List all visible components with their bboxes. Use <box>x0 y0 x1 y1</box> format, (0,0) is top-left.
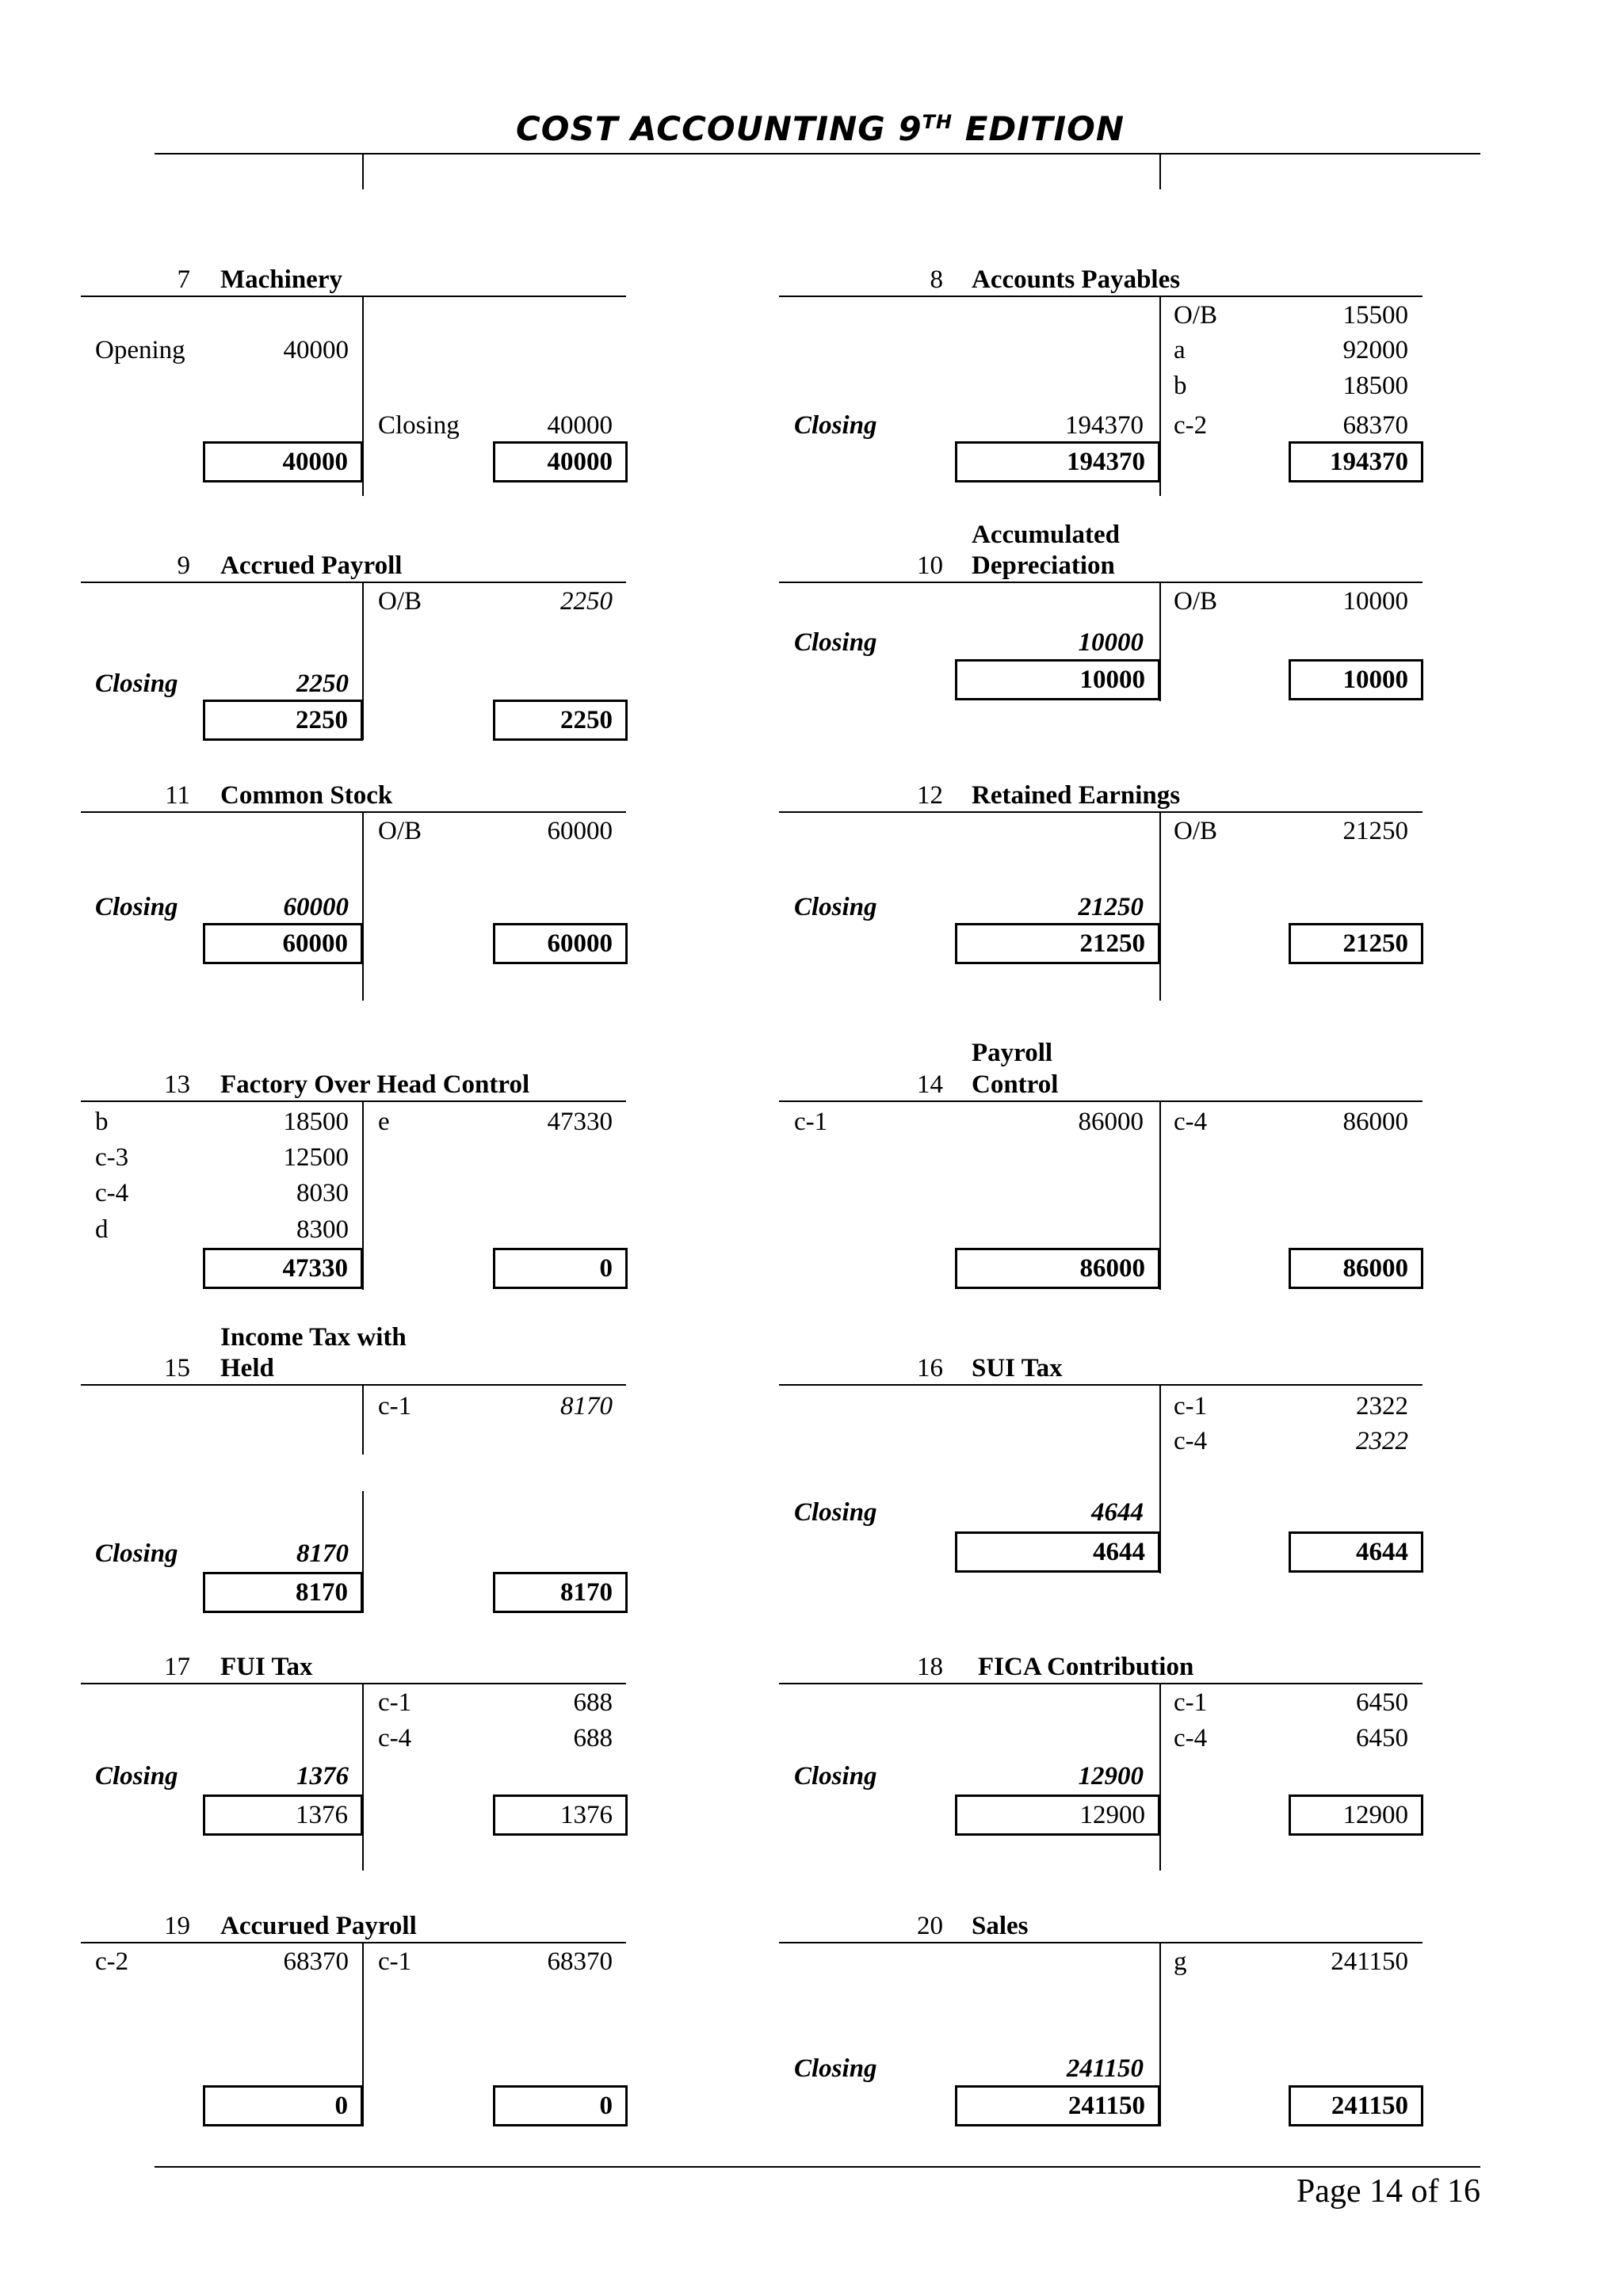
entry-label: c-1 <box>794 1108 828 1136</box>
entry-label: c-2 <box>95 1947 129 1976</box>
account-number: 11 <box>165 781 190 810</box>
account-name: FICA Contribution <box>978 1653 1194 1681</box>
account-number: 20 <box>917 1912 943 1940</box>
total-credit: 8170 <box>493 1572 628 1613</box>
entry-value: 2322 <box>1356 1392 1408 1421</box>
account-number: 13 <box>164 1070 190 1099</box>
account-name: Common Stock <box>220 781 393 810</box>
t-account-top-rule <box>81 1683 626 1684</box>
account-number: 18 <box>917 1653 943 1681</box>
header-tick-right <box>1159 154 1161 189</box>
closing-value: 1376 <box>296 1762 349 1791</box>
t-account-divider <box>1159 812 1161 1001</box>
t-account-top-rule <box>779 811 1423 813</box>
closing-value: 21250 <box>1078 893 1144 921</box>
total-debit: 194370 <box>955 441 1160 482</box>
entry-label: d <box>95 1215 109 1244</box>
total-debit: 8170 <box>203 1572 363 1613</box>
closing-value: 194370 <box>1065 411 1144 440</box>
entry-label: c-2 <box>1174 411 1208 440</box>
ob-label: O/B <box>1174 817 1218 845</box>
account-name-line2: Depreciation <box>972 551 1115 580</box>
opening-label: Opening <box>95 336 185 364</box>
entry-value: 12500 <box>283 1143 349 1172</box>
total-debit: 4644 <box>955 1531 1160 1573</box>
account-name: Retained Earnings <box>972 781 1181 810</box>
account-number: 17 <box>164 1653 190 1681</box>
entry-value: 688 <box>573 1688 613 1717</box>
account-number: 19 <box>164 1912 190 1940</box>
closing-value: 10000 <box>1078 628 1144 657</box>
account-name: SUI Tax <box>972 1354 1063 1383</box>
entry-value: 6450 <box>1356 1688 1408 1717</box>
account-number: 14 <box>917 1070 943 1099</box>
account-number: 10 <box>917 551 943 580</box>
closing-label: Closing <box>95 1539 178 1568</box>
entry-value: 86000 <box>1078 1108 1144 1136</box>
page-header-title: COST ACCOUNTING 9TH EDITION <box>515 109 1125 148</box>
total-credit: 86000 <box>1289 1248 1423 1289</box>
account-name-line1: Payroll <box>972 1039 1053 1067</box>
account-number: 9 <box>177 551 190 580</box>
total-debit: 2250 <box>203 700 363 741</box>
total-credit: 0 <box>493 2085 628 2126</box>
account-number: 7 <box>177 265 190 294</box>
closing-value: 2250 <box>296 669 349 698</box>
closing-label: Closing <box>95 893 178 921</box>
total-debit: 21250 <box>955 923 1160 964</box>
entry-label: c-3 <box>95 1143 129 1172</box>
closing-value: 8170 <box>296 1539 349 1568</box>
total-debit: 60000 <box>203 923 363 964</box>
entry-label: b <box>95 1108 109 1136</box>
ob-value: 2250 <box>560 587 613 616</box>
entry-value: 8030 <box>296 1179 349 1207</box>
account-name: Machinery <box>220 265 342 294</box>
entry-value: 92000 <box>1342 336 1408 364</box>
entry-label: c-1 <box>378 1947 412 1976</box>
entry-label: c-1 <box>378 1688 412 1717</box>
closing-label: Closing <box>794 411 877 440</box>
account-number: 16 <box>917 1354 943 1383</box>
entry-label: c-4 <box>1174 1724 1208 1753</box>
footer-rule <box>155 2166 1480 2168</box>
entry-label: g <box>1174 1947 1187 1976</box>
account-number: 12 <box>917 781 943 810</box>
total-credit: 10000 <box>1289 659 1423 700</box>
entry-value: 15500 <box>1342 301 1408 330</box>
total-credit: 1376 <box>493 1794 628 1836</box>
t-account-divider-upper <box>362 1385 364 1455</box>
total-debit: 12900 <box>955 1794 1160 1836</box>
entry-label: c-1 <box>378 1392 412 1421</box>
ob-value: 10000 <box>1342 587 1408 616</box>
entry-label: c-4 <box>1174 1108 1208 1136</box>
account-name: Accurued Payroll <box>220 1912 417 1940</box>
closing-label: Closing <box>794 1498 877 1527</box>
entry-value: 2322 <box>1356 1427 1408 1455</box>
entry-label: c-4 <box>95 1179 129 1207</box>
closing-label: Closing <box>95 1762 178 1791</box>
total-debit: 10000 <box>955 659 1160 700</box>
total-credit: 40000 <box>493 441 628 482</box>
closing-value: 4644 <box>1091 1498 1144 1527</box>
closing-value: 40000 <box>547 411 613 440</box>
ob-label: O/B <box>378 817 422 845</box>
account-name: Sales <box>972 1912 1029 1940</box>
t-account-top-rule <box>779 296 1423 297</box>
t-account-top-rule <box>81 582 626 583</box>
entry-label: c-4 <box>1174 1427 1208 1455</box>
t-account-divider <box>1159 1684 1161 1871</box>
total-credit: 12900 <box>1289 1794 1423 1836</box>
account-number: 15 <box>164 1354 190 1383</box>
header-rule <box>155 153 1480 154</box>
t-account-top-rule <box>779 582 1423 583</box>
account-name: FUI Tax <box>220 1653 313 1681</box>
entry-label: e <box>378 1108 390 1136</box>
entry-value: 18500 <box>283 1108 349 1136</box>
page-number: Page 14 of 16 <box>1296 2173 1480 2210</box>
entry-value: 68370 <box>283 1947 349 1976</box>
total-credit: 2250 <box>493 700 628 741</box>
entry-label: c-4 <box>378 1724 412 1753</box>
closing-label: Closing <box>794 893 877 921</box>
account-number: 8 <box>930 265 943 294</box>
account-name-line1: Accumulated <box>972 521 1120 549</box>
t-account-top-rule <box>81 1100 626 1102</box>
entry-label: O/B <box>1174 301 1218 330</box>
ob-label: O/B <box>1174 587 1218 616</box>
closing-label: Closing <box>794 628 877 657</box>
entry-value: 6450 <box>1356 1724 1408 1753</box>
t-account-divider <box>362 812 364 1001</box>
entry-label: a <box>1174 336 1186 364</box>
entry-value: 18500 <box>1342 372 1408 400</box>
total-credit: 21250 <box>1289 923 1423 964</box>
entry-value: 8300 <box>296 1215 349 1244</box>
account-name: Accounts Payables <box>972 265 1181 294</box>
t-account-divider <box>362 1684 364 1871</box>
closing-value: 60000 <box>283 893 349 921</box>
opening-value: 40000 <box>283 336 349 364</box>
total-credit: 0 <box>493 1248 628 1289</box>
entry-value: 86000 <box>1342 1108 1408 1136</box>
total-credit: 241150 <box>1289 2085 1423 2126</box>
entry-label: c-1 <box>1174 1688 1208 1717</box>
total-debit: 241150 <box>955 2085 1160 2126</box>
entry-value: 241150 <box>1331 1947 1408 1976</box>
t-account-top-rule <box>81 811 626 813</box>
total-credit: 194370 <box>1289 441 1423 482</box>
entry-value: 68370 <box>547 1947 613 1976</box>
account-name: Accrued Payroll <box>220 551 403 580</box>
t-account-top-rule <box>779 1100 1423 1102</box>
t-account-top-rule <box>81 1942 626 1943</box>
closing-label: Closing <box>378 411 460 440</box>
ob-value: 60000 <box>547 817 613 845</box>
total-debit: 40000 <box>203 441 363 482</box>
t-account-top-rule <box>779 1683 1423 1684</box>
ob-label: O/B <box>378 587 422 616</box>
t-account-top-rule <box>779 1384 1423 1386</box>
header-tick-left <box>362 154 364 189</box>
closing-label: Closing <box>794 1762 877 1791</box>
total-credit: 4644 <box>1289 1531 1423 1573</box>
entry-value: 68370 <box>1342 411 1408 440</box>
total-debit: 47330 <box>203 1248 363 1289</box>
account-name-line2: Held <box>220 1354 274 1383</box>
entry-value: 688 <box>573 1724 613 1753</box>
account-name-line2: Control <box>972 1070 1059 1099</box>
entry-value: 8170 <box>560 1392 613 1421</box>
entry-value: 47330 <box>547 1108 613 1136</box>
total-debit: 1376 <box>203 1794 363 1836</box>
t-account-top-rule <box>779 1942 1423 1943</box>
total-debit: 0 <box>203 2085 363 2126</box>
t-account-top-rule <box>81 296 626 297</box>
account-name: Factory Over Head Control <box>220 1070 530 1099</box>
ob-value: 21250 <box>1342 817 1408 845</box>
total-debit: 86000 <box>955 1248 1160 1289</box>
account-name-line1: Income Tax with <box>220 1323 407 1352</box>
total-credit: 60000 <box>493 923 628 964</box>
entry-label: c-1 <box>1174 1392 1208 1421</box>
t-account-top-rule <box>81 1384 626 1386</box>
closing-value: 12900 <box>1078 1762 1144 1791</box>
closing-label: Closing <box>794 2054 877 2083</box>
closing-label: Closing <box>95 669 178 698</box>
entry-label: b <box>1174 372 1187 400</box>
closing-value: 241150 <box>1066 2054 1144 2083</box>
